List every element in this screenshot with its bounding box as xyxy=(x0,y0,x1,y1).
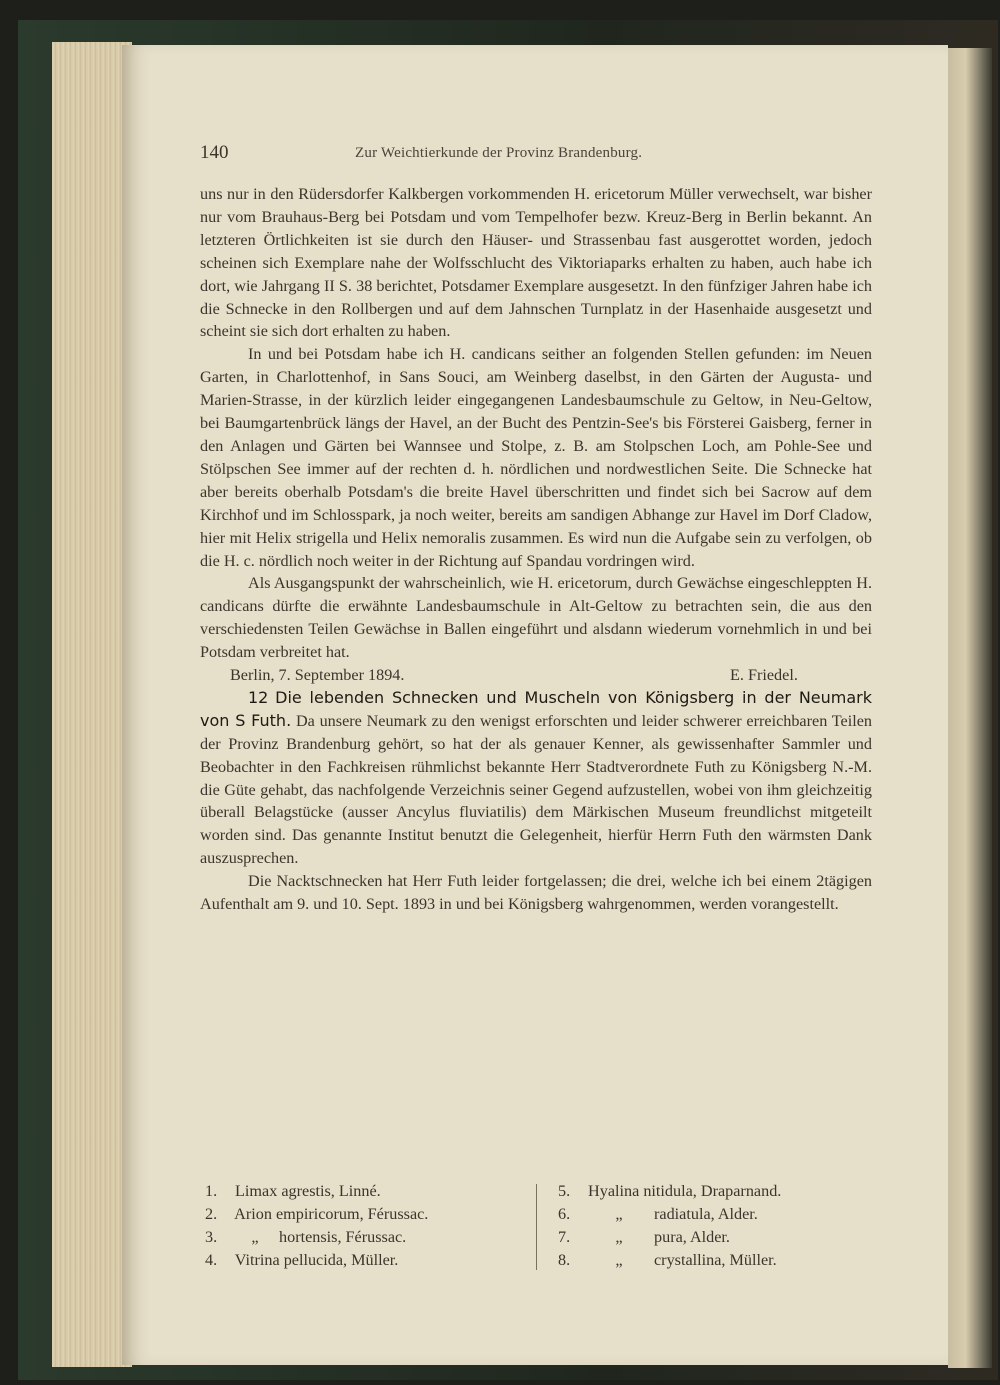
facing-page-edge xyxy=(948,48,992,1368)
species-column-left xyxy=(205,1180,525,1272)
list-item: 4. Vitrina pellucida, Müller. xyxy=(205,1251,399,1269)
species-column-right xyxy=(558,1180,878,1272)
list-item: 2. Arion empiricorum, Férussac. xyxy=(205,1205,429,1223)
page-edges xyxy=(52,42,132,1367)
signature-line xyxy=(200,664,872,687)
paragraph: uns nur in den Rüdersdorfer Kalkbergen vorkommenden H. ericetorum Müller verwechselt, war bisher nur vom Brauhaus-Berg bei Potsdam und vom Tempelhofer bezw. Kreuz-Berg in Berlin bekannt. An letzteren Örtlichkeiten ist sie durch den Häuser- und Strassenbau fast ausgerottet worden, jedoch scheinen sich Exemplare nahe der Wolfsschlucht des Viktoriaparks erhalten zu haben, auch habe ich dort, wie Jahrgang II S. 38 berichtet, Potsdamer Exemplare ausgesetzt. In den fünfziger Jahren habe ich die Schnecke in den Rollbergen und auf dem Jahnschen Turnplatz in der Hasenhaide ausgesetzt und scheint sie sich dort erhalten zu haben. xyxy=(200,185,872,341)
section-paragraph xyxy=(200,687,872,870)
paragraph: Die Nacktschnecken hat Herr Futh leider fortgelassen; die drei, welche ich bei einem 2tägigen Aufenthalt am 9. und 10. Sept. 1893 in und bei Königsberg wahrgenommen, werden vorangestellt. xyxy=(200,872,872,914)
author: E. Friedel. xyxy=(730,666,798,685)
body-text xyxy=(200,183,872,916)
running-title: Zur Weichtierkunde der Provinz Brandenburg. xyxy=(355,145,643,161)
list-item: 3. „ hortensis, Férussac. xyxy=(205,1228,407,1246)
list-item: 8. „ crystallina, Müller. xyxy=(558,1251,777,1269)
page-header xyxy=(200,142,870,168)
paragraph: In und bei Potsdam habe ich H. candicans seither an folgenden Stellen gefunden: im Neuen Garten, in Charlottenhof, in Sans Souci, am Weinberg daselbst, in den Gärten der Augusta- und Marien-Strasse, in der kürzlich leider eingegangenen Landesbaumschule zu Geltow, in Neu-Geltow, bei Baumgartenbrück längs der Havel, an der Bucht des Pentzin-See's bis Försterei Gaisberg, ferner in den Anlagen und Gärten bei Wannsee und Stolpe, z. B. am Stolpschen Loch, am Pohle-See und Stölpschen See immer auf der rechten d. h. nördlichen und nordwestlichen Seite. Die Schnecke hat aber bereits oberhalb Potsdam's die breite Havel überschritten und findet sich bei Sacrow auf dem Kirchhof und im Schlosspark, ja noch weiter, bereits am sandigen Abhange zur Havel im Dorf Cladow, hier mit Helix strigella und Helix nemoralis zusammen. Es wird nun die Aufgabe sein zu verfolgen, ob die H. c. nördlich noch weiter in der Richtung auf Spandau vordringen wird. xyxy=(200,345,872,570)
paragraph: Als Ausgangspunkt der wahrscheinlich, wie H. ericetorum, durch Gewächse eingeschleppten H. candicans dürfte die erwähnte Landesbaumschule in Alt-Geltow zu betrachten sein, die aus den verschiedensten Teilen Gewächse in Ballen eingeführt und alsdann wiederum vornehmlich in und bei Potsdam verbreitet hat. xyxy=(200,574,872,662)
page-number: 140 xyxy=(200,142,229,163)
list-item: 7. „ pura, Alder. xyxy=(558,1228,730,1246)
species-list xyxy=(200,1180,872,1276)
column-divider xyxy=(536,1184,537,1270)
list-item: 1. Limax agrestis, Linné. xyxy=(205,1182,381,1200)
list-item: 5. Hyalina nitidula, Draparnand. xyxy=(558,1182,782,1200)
section-heading: Die lebenden Schnecken und Muscheln von Königsberg in der Neumark von S Futh. xyxy=(200,687,873,730)
place-date: Berlin, 7. September 1894. xyxy=(230,666,405,685)
section-text: Da unsere Neumark zu den wenigst erforschten und leider schwerer erreichbaren Teilen der Provinz Brandenburg gehört, so hat der als genauer Kenner, als gewissenhafter Sammler und Beobachter in den Fachkreisen rühmlichst bekannte Herr Stadtverordnete Futh zu Königsberg N.-M. die Güte gehabt, das nachfolgende Verzeichnis seiner Gegend aufzustellen, wobei von ihm gleichzeitig überall Belagstücke (ausser Ancylus fluviatilis) dem Märkischen Museum freundlichst mitgeteilt worden sind. Das genannte Institut benutzt die Gelegenheit, hierfür Herrn Futh den wärmsten Dank auszusprechen. xyxy=(200,711,872,868)
section-number: 12 xyxy=(248,687,269,707)
list-item: 6. „ radiatula, Alder. xyxy=(558,1205,758,1223)
